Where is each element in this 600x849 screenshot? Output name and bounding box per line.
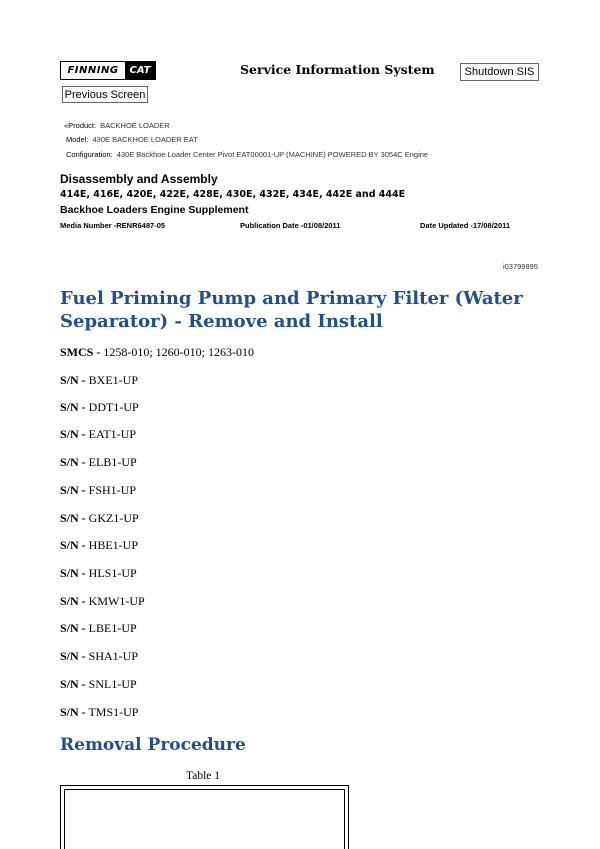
- serial-value: ELB1-UP: [88, 455, 137, 469]
- date-updated: Date Updated -17/08/2011: [420, 221, 511, 230]
- sn-label: S/N -: [60, 400, 86, 414]
- serial-line: [60, 649, 138, 664]
- model-line: [66, 135, 198, 144]
- serial-value: EAT1-UP: [88, 427, 137, 441]
- serial-value: FSH1-UP: [88, 483, 137, 497]
- sn-label: S/N -: [60, 455, 86, 469]
- document-id: i03799895: [502, 262, 538, 271]
- product-label[interactable]: «Product:: [64, 121, 97, 130]
- serial-value: GKZ1-UP: [88, 511, 139, 525]
- sn-label: S/N -: [60, 677, 86, 691]
- sn-label: S/N -: [60, 538, 86, 552]
- serial-line: [60, 621, 137, 636]
- table-caption: Table 1: [186, 770, 221, 782]
- serial-line: [60, 373, 138, 388]
- serial-line: [60, 511, 139, 526]
- model-label: Model:: [66, 135, 89, 144]
- table-inner-border: [64, 789, 345, 849]
- previous-screen-button[interactable]: Previous Screen: [62, 86, 148, 103]
- serial-line: [60, 455, 137, 470]
- configuration-label: Configuration:: [66, 150, 113, 159]
- shutdown-sis-button[interactable]: Shutdown SIS: [460, 63, 539, 81]
- document-models: 414E, 416E, 420E, 422E, 428E, 430E, 432E, 434E, 442E and 444E: [60, 189, 406, 200]
- serial-value: DDT1-UP: [88, 400, 139, 414]
- serial-line: [60, 594, 145, 609]
- product-value: BACKHOE LOADER: [100, 121, 170, 130]
- serial-line: [60, 705, 138, 720]
- sn-label: S/N -: [60, 483, 86, 497]
- sn-label: S/N -: [60, 511, 86, 525]
- media-number: Media Number -RENR6487-05: [60, 221, 166, 230]
- serial-line: [60, 483, 136, 498]
- product-line: [64, 121, 170, 130]
- sn-label: S/N -: [60, 649, 86, 663]
- configuration-value: 430E Backhoe Loader Center Pivot EAT00001-UP (MACHINE) POWERED BY 3054C Engine: [116, 150, 429, 159]
- smcs-label: SMCS -: [60, 345, 101, 359]
- sn-label: S/N -: [60, 566, 86, 580]
- section-heading: Removal Procedure: [60, 735, 246, 755]
- table-1: [60, 785, 349, 849]
- serial-value: HBE1-UP: [88, 538, 139, 552]
- serial-line: [60, 538, 138, 553]
- serial-line: [60, 566, 137, 581]
- sn-label: S/N -: [60, 427, 86, 441]
- finning-logo-text: FINNING: [61, 62, 125, 79]
- serial-line: [60, 677, 137, 692]
- document-supplement: Backhoe Loaders Engine Supplement: [60, 204, 249, 216]
- cat-logo-badge: CAT: [125, 62, 155, 79]
- publication-date: Publication Date -01/08/2011: [240, 221, 341, 230]
- serial-line: [60, 427, 136, 442]
- serial-value: KMW1-UP: [88, 594, 145, 608]
- article-heading: Fuel Priming Pump and Primary Filter (Water Separator) - Remove and Install: [60, 288, 523, 332]
- serial-value: SHA1-UP: [88, 649, 139, 663]
- serial-value: SNL1-UP: [88, 677, 137, 691]
- sn-label: S/N -: [60, 594, 86, 608]
- model-value: 430E BACKHOE LOADER EAT: [92, 135, 198, 144]
- smcs-value: 1258-010; 1260-010; 1263-010: [103, 345, 254, 359]
- document-title: Disassembly and Assembly: [60, 172, 218, 186]
- serial-value: LBE1-UP: [88, 621, 137, 635]
- sn-label: S/N -: [60, 621, 86, 635]
- sn-label: S/N -: [60, 705, 86, 719]
- finning-cat-logo: [60, 61, 156, 80]
- serial-value: BXE1-UP: [88, 373, 139, 387]
- serial-value: TMS1-UP: [88, 705, 139, 719]
- system-title: Service Information System: [240, 62, 435, 77]
- smcs-line: [60, 345, 254, 360]
- serial-line: [60, 400, 139, 415]
- sn-label: S/N -: [60, 373, 86, 387]
- serial-value: HLS1-UP: [88, 566, 137, 580]
- configuration-line: [66, 150, 428, 159]
